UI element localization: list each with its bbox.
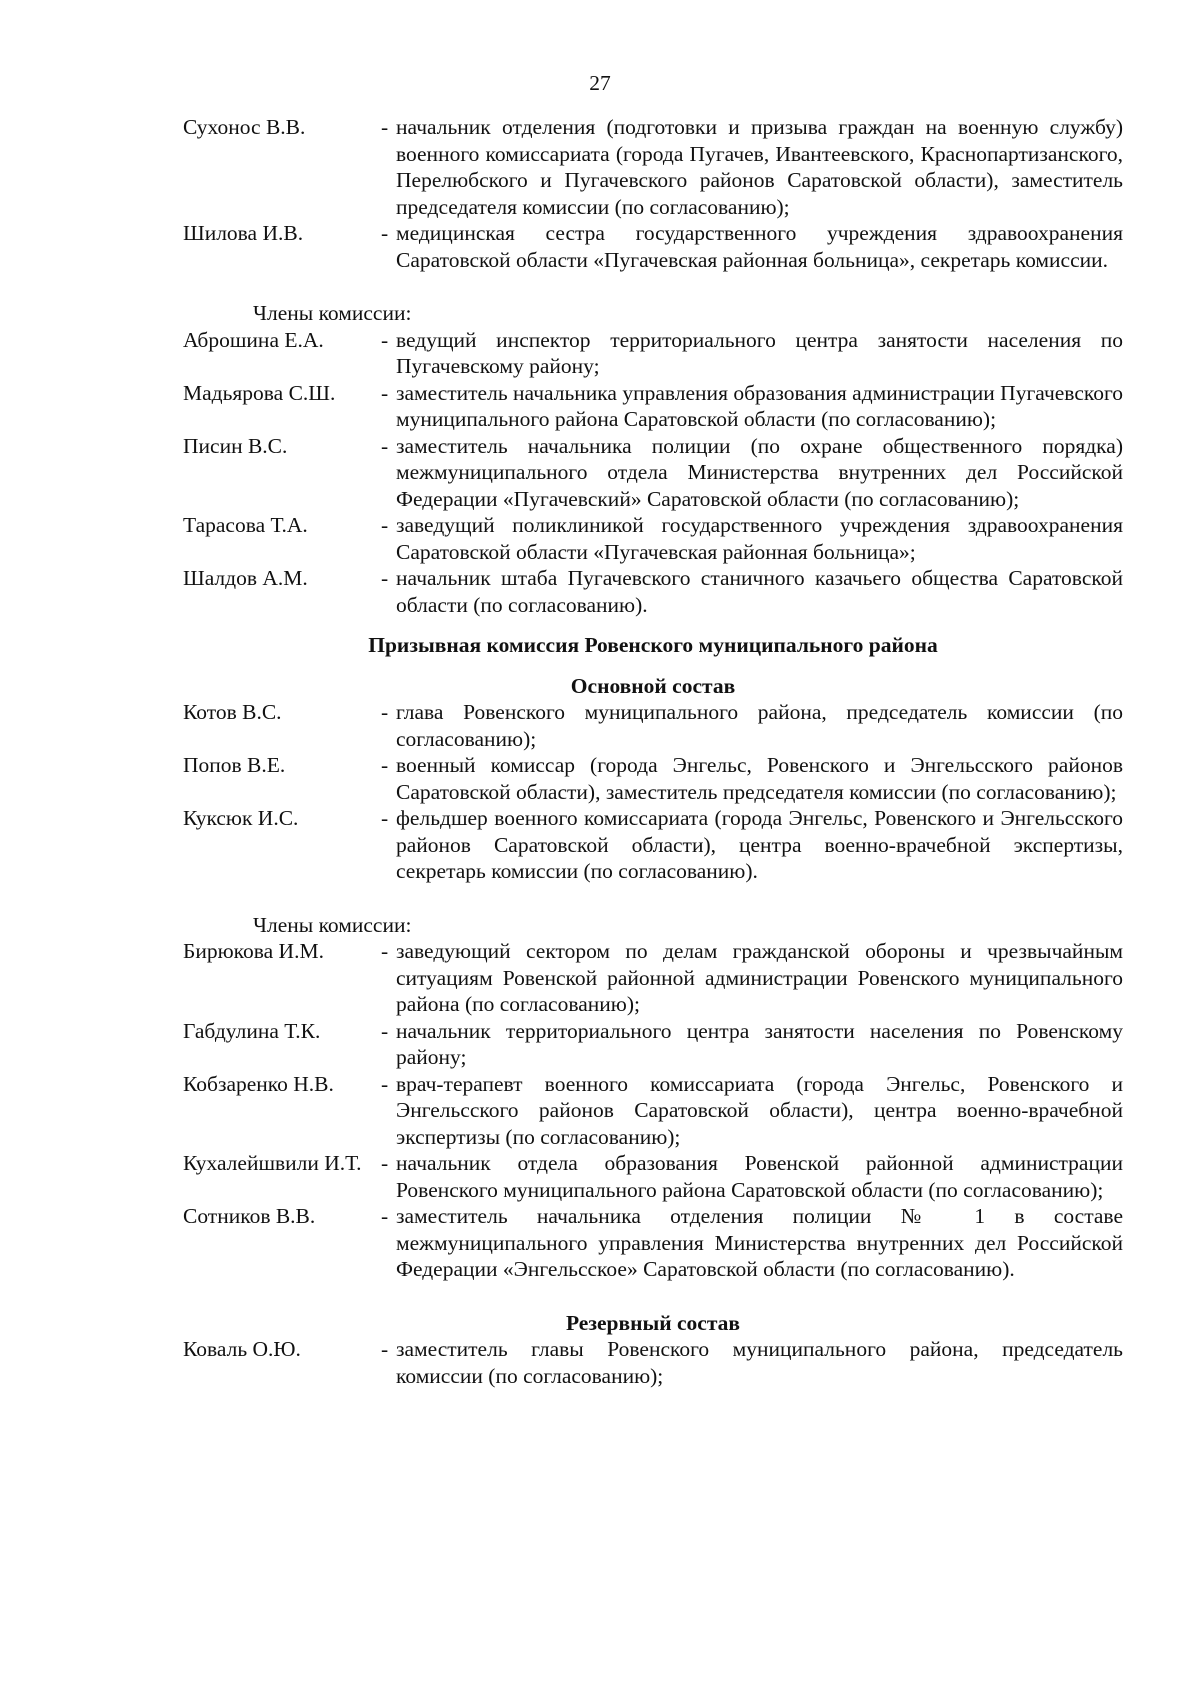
spacer bbox=[183, 618, 1123, 632]
list-item bbox=[183, 805, 1123, 885]
position-text: военный комиссар (города Энгельс, Ровенского и Энгельсского районов Саратовской области), заместитель председателя комиссии (по согласованию); bbox=[396, 753, 1123, 804]
person-name: Сотников В.В. bbox=[183, 1204, 316, 1228]
person-name: Шалдов А.М. bbox=[183, 566, 308, 590]
dash: - bbox=[381, 1337, 389, 1361]
page-number: 27 bbox=[589, 71, 611, 95]
list-item bbox=[183, 220, 1123, 273]
dash: - bbox=[381, 700, 389, 724]
list-item bbox=[183, 1203, 1123, 1283]
person-name: Куксюк И.С. bbox=[183, 806, 299, 830]
position-text: заместитель начальника полиции (по охране общественного порядка) межмуниципального отдела Министерства внутренних дел Российской Федерации «Пугачевский» Саратовской области (по согласованию); bbox=[396, 433, 1123, 511]
dash: - bbox=[381, 806, 389, 830]
subsection-title: Основной состав bbox=[570, 673, 736, 698]
person-name: Аброшина Е.А. bbox=[183, 327, 324, 352]
position-text: заместитель начальника управления образования администрации Пугачевского муниципального района Саратовской области (по согласованию); bbox=[396, 380, 1123, 431]
position-text: ведущий инспектор территориального центра занятости населения по Пугачевскому району; bbox=[396, 327, 1123, 378]
position-text: заведующий сектором по делам гражданской обороны и чрезвычайным ситуациям Ровенской районной администрации Ровенского муниципального района (по согласованию); bbox=[396, 939, 1123, 1016]
position-text: медицинская сестра государственного учреждения здравоохранения Саратовской области «Пугачевская районная больница», секретарь комиссии. bbox=[396, 221, 1123, 272]
spacer bbox=[183, 659, 1123, 673]
position-text: начальник штаба Пугачевского станичного казачьего общества Саратовской области (по согласованию). bbox=[396, 566, 1123, 617]
list-item bbox=[183, 1071, 1123, 1151]
subsection-title: Резервный состав bbox=[565, 1310, 741, 1335]
position-text: заместитель начальника отделения полиции № 1 в составе межмуниципального управления Министерства внутренних дел Российской Федерации «Энгельсское» Саратовской области (по согласованию). bbox=[396, 1204, 1123, 1281]
position-text: начальник отдела образования Ровенской районной администрации Ровенского муниципального района Саратовской области (по согласованию); bbox=[396, 1151, 1123, 1202]
person-name: Попов В.Е. bbox=[183, 753, 286, 777]
dash: - bbox=[381, 115, 389, 139]
spacer bbox=[183, 1283, 1123, 1310]
dash: - bbox=[381, 221, 389, 245]
person-name: Мадьярова С.Ш. bbox=[183, 380, 336, 405]
person-name: Коваль О.Ю. bbox=[183, 1337, 301, 1361]
members-label: Члены комиссии: bbox=[253, 912, 412, 937]
position-text: фельдшер военного комиссариата (города Энгельс, Ровенского и Энгельсского районов Саратовской области), центра военно-врачебной экспертизы, секретарь комиссии (по согласованию). bbox=[396, 806, 1123, 883]
position-text: начальник территориального центра занятости населения по Ровенскому району; bbox=[396, 1018, 1123, 1069]
person-name: Габдулина Т.К. bbox=[183, 1018, 321, 1043]
spacer bbox=[183, 273, 1123, 300]
dash: - bbox=[381, 1151, 389, 1175]
list-item bbox=[183, 1150, 1123, 1203]
document-body bbox=[183, 114, 1123, 1389]
list-item bbox=[183, 1336, 1123, 1389]
dash: - bbox=[381, 566, 389, 590]
list-item bbox=[183, 114, 1123, 220]
list-item bbox=[183, 1018, 1123, 1071]
person-name: Шилова И.В. bbox=[183, 221, 304, 245]
dash: - bbox=[381, 327, 389, 352]
position-text: заместитель главы Ровенского муниципального района, председатель комиссии (по согласованию); bbox=[396, 1337, 1123, 1388]
position-text: врач-терапевт военного комиссариата (города Энгельс, Ровенского и Энгельсского районов Саратовской области), центра военно-врачебной экспертизы (по согласованию); bbox=[396, 1071, 1123, 1149]
dash: - bbox=[381, 433, 389, 458]
spacer bbox=[183, 885, 1123, 912]
list-item bbox=[183, 565, 1123, 618]
list-item bbox=[183, 512, 1123, 565]
list-item bbox=[183, 752, 1123, 805]
dash: - bbox=[381, 1204, 389, 1228]
position-text: начальник отделения (подготовки и призыва граждан на военную службу) военного комиссариата (города Пугачев, Ивантеевского, Краснопартизанского, Перелюбского и Пугачевского районов Саратовской области), заместитель председателя комиссии (по согласованию); bbox=[396, 115, 1123, 219]
person-name: Писин В.С. bbox=[183, 433, 288, 458]
dash: - bbox=[381, 1071, 389, 1096]
position-text: глава Ровенского муниципального района, председатель комиссии (по согласованию); bbox=[396, 700, 1123, 751]
person-name: Бирюкова И.М. bbox=[183, 939, 324, 963]
person-name: Кухалейшвили И.Т. bbox=[183, 1151, 362, 1175]
person-name: Тарасова Т.А. bbox=[183, 513, 308, 537]
list-item bbox=[183, 433, 1123, 513]
dash: - bbox=[381, 939, 389, 963]
dash: - bbox=[381, 1018, 389, 1043]
person-name: Кобзаренко Н.В. bbox=[183, 1071, 334, 1096]
person-name: Котов В.С. bbox=[183, 700, 282, 724]
dash: - bbox=[381, 380, 389, 405]
person-name: Сухонос В.В. bbox=[183, 115, 306, 139]
list-item bbox=[183, 938, 1123, 1018]
list-item bbox=[183, 327, 1123, 380]
dash: - bbox=[381, 753, 389, 777]
position-text: заведущий поликлиникой государственного учреждения здравоохранения Саратовской области «Пугачевская районная больница»; bbox=[396, 513, 1123, 564]
dash: - bbox=[381, 513, 389, 537]
members-label: Члены комиссии: bbox=[253, 301, 412, 325]
list-item bbox=[183, 380, 1123, 433]
section-title: Призывная комиссия Ровенского муниципального района bbox=[368, 633, 938, 657]
list-item bbox=[183, 699, 1123, 752]
